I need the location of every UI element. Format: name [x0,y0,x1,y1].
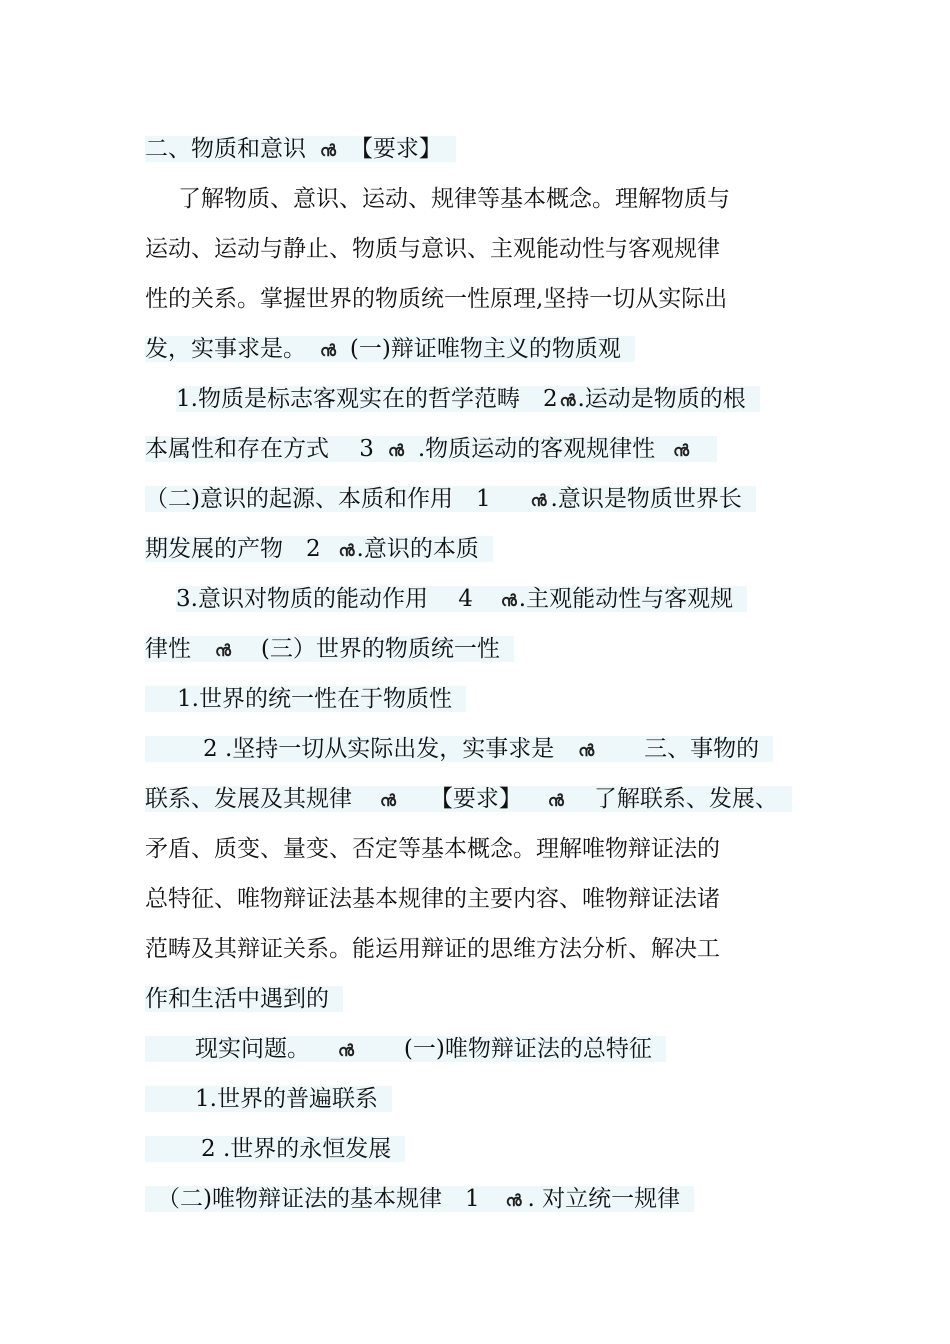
text: 范畴及其辩证关系。能运用辩证的思维方法分析、解决工 [145,936,720,962]
text: 本属性和存在方式 3 [145,436,374,462]
text: 二、物质和意识 [145,136,306,162]
text: 运动、运动与静止、物质与意识、主观能动性与客观规律 [145,236,720,262]
paragraph-line [145,431,717,467]
paragraph-line [145,1031,666,1067]
text: 3.意识对物质的能动作用 4 [176,586,473,612]
text-run [145,1086,392,1112]
text-run [145,636,514,662]
text: 2 .世界的永恒发展 [201,1136,392,1162]
text: 2 .坚持一切从实际出发，实事求是 [203,736,555,762]
text-run [145,1136,405,1162]
paragraph-line [145,1131,405,1167]
paragraph-mark-icon: ൻ [500,591,517,610]
text: 总特征、唯物辩证法基本规律的主要内容、唯物辩证法诸 [145,886,720,912]
text: 律性 [145,636,191,662]
text: (一)辩证唯物主义的物质观 [349,336,621,362]
paragraph-mark-icon: ൻ [380,791,396,810]
text-run [145,336,635,362]
paragraph-mark-icon: ൻ [320,141,336,160]
paragraph-line [145,831,720,867]
text-run [176,586,747,612]
text-run [145,1186,694,1212]
paragraph-line [145,331,635,367]
paragraph-mark-icon: ൻ [505,1191,522,1210]
paragraph-line [145,631,514,667]
text: 作和生活中遇到的 [145,986,329,1012]
text: (三）世界的物质统一性 [260,636,500,662]
text: .意识的本质 [356,536,479,562]
text-run [145,686,466,712]
paragraph-line [145,731,773,767]
paragraph-line [145,481,756,517]
text: (一)唯物辩证法的总特征 [403,1036,652,1062]
text-run [145,986,343,1012]
paragraph-line [145,931,720,967]
text-run [145,436,717,462]
paragraph-mark-icon: ൻ [215,641,231,660]
text-run [176,386,760,412]
text: 现实问题。 [195,1036,310,1062]
text-run [145,136,456,162]
paragraph-mark-icon: ൻ [673,441,690,460]
text: . 对立统一规律 [527,1186,681,1212]
text: 三、事物的 [644,736,760,762]
text-run [145,536,493,562]
text: 了解物质、意识、运动、规律等基本概念。理解物质与 [178,186,730,212]
paragraph-mark-icon: ൻ [530,491,547,510]
paragraph-line [145,981,343,1017]
text-run [145,736,773,762]
text: 性的关系。掌握世界的物质统一性原理,坚持一切从实际出 [145,286,728,312]
text: .运动是物质的根 [577,386,746,412]
paragraph-mark-icon: ൻ [320,341,336,360]
paragraph-line [145,881,720,917]
paragraph-line [145,231,720,267]
text-run [145,1036,666,1062]
text: .物质运动的客观规律性 [417,436,656,462]
paragraph-mark-icon: ൻ [547,791,564,810]
heading-connection-development [145,781,792,817]
paragraph-mark-icon: ൻ [578,741,595,760]
text: 期发展的产物 2 [145,536,321,562]
paragraph-line [145,1081,392,1117]
text-run [145,786,792,812]
paragraph-mark-icon: ൻ [338,541,355,560]
heading-matter-consciousness [145,131,456,167]
text: 1.世界的普遍联系 [195,1086,378,1112]
paragraph-line [145,681,466,717]
text: 联系、发展及其规律 [145,786,352,812]
paragraph-mark-icon: ൻ [559,391,576,410]
text: 【要求】 [429,786,522,812]
text: 了解联系、发展、 [593,786,778,812]
paragraph-line [145,531,493,567]
text: （二)意识的起源、本质和作用 1 [145,486,491,512]
paragraph-mark-icon: ൻ [387,441,404,460]
text: .意识是物质世界长 [550,486,742,512]
paragraph-line [145,1181,694,1217]
text: 【要求】 [349,136,442,162]
paragraph-line [176,381,760,417]
paragraph-line [176,581,747,617]
text-run [145,486,756,512]
text: 1.世界的统一性在于物质性 [177,686,452,712]
paragraph-line [145,281,727,317]
text: .主观能动性与客观规 [518,586,734,612]
text: 矛盾、质变、量变、否定等基本概念。理解唯物辩证法的 [145,836,720,862]
text: （二)唯物辩证法的基本规律 1 [157,1186,480,1212]
paragraph-line [178,181,730,217]
text: 1.物质是标志客观实在的哲学范畴 2 [176,386,558,412]
text: 发，实事求是。 [145,336,306,362]
paragraph-mark-icon: ൻ [338,1041,354,1060]
